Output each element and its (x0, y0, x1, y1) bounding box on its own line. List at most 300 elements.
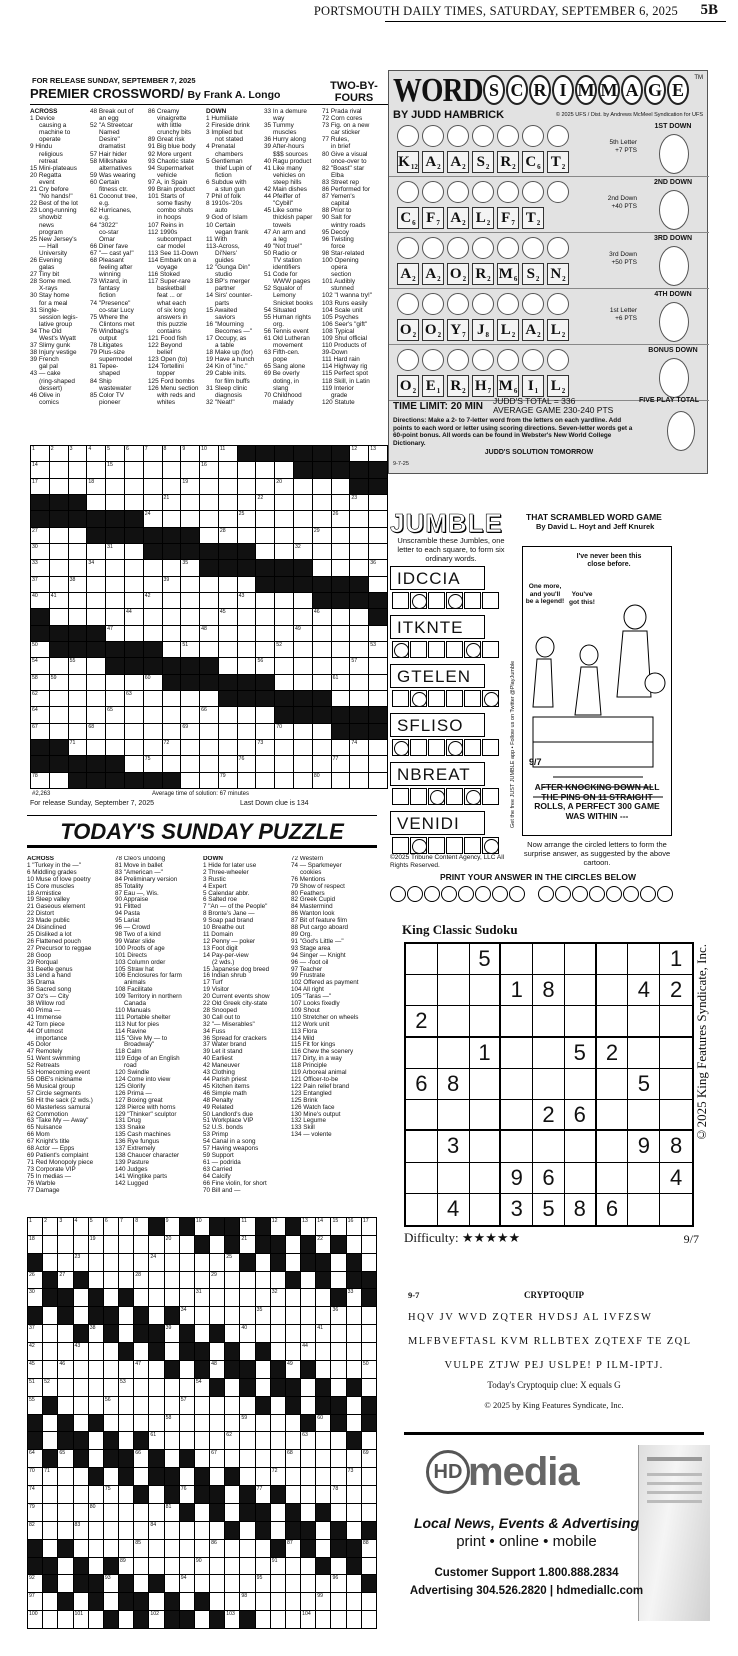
grid-cell[interactable] (238, 724, 256, 739)
grid-cell[interactable]: 41 (316, 1325, 330, 1342)
grid-cell[interactable] (362, 1307, 376, 1324)
grid-cell[interactable] (87, 462, 105, 477)
grid-cell[interactable] (294, 479, 312, 494)
grid-cell[interactable] (69, 707, 87, 722)
grid-cell[interactable]: 61 (149, 1432, 163, 1449)
grid-cell[interactable] (144, 462, 162, 477)
sudoku-cell[interactable] (565, 1163, 597, 1194)
grid-cell[interactable]: 30 (31, 544, 49, 559)
grid-cell[interactable] (256, 1361, 270, 1378)
grid-cell[interactable] (125, 740, 143, 755)
grid-cell[interactable] (104, 1361, 118, 1378)
grid-cell[interactable]: 40 (31, 593, 49, 608)
grid-cell[interactable] (219, 462, 237, 477)
grid-cell[interactable] (256, 1289, 270, 1306)
answer-circle[interactable] (422, 181, 444, 203)
grid-cell[interactable] (225, 1504, 239, 1521)
grid-cell[interactable] (58, 1504, 72, 1521)
grid-cell[interactable] (332, 626, 350, 641)
answer-circle[interactable] (522, 293, 544, 315)
grid-cell[interactable] (238, 740, 256, 755)
grid-cell[interactable]: 53 (369, 642, 387, 657)
grid-cell[interactable] (200, 495, 218, 510)
grid-cell[interactable] (89, 1343, 103, 1360)
grid-cell[interactable] (238, 495, 256, 510)
grid-cell[interactable] (240, 1432, 254, 1449)
sudoku-cell[interactable]: 5 (533, 1194, 565, 1225)
grid-cell[interactable] (74, 1415, 88, 1432)
grid-cell[interactable]: 21 (163, 495, 181, 510)
grid-cell[interactable] (350, 691, 368, 706)
grid-cell[interactable] (286, 1343, 300, 1360)
answer-circle[interactable] (397, 237, 419, 259)
grid-cell[interactable]: 92 (28, 1575, 42, 1592)
grid-cell[interactable]: 48 (210, 1361, 224, 1378)
grid-cell[interactable] (286, 1289, 300, 1306)
grid-cell[interactable] (125, 577, 143, 592)
sudoku-cell[interactable]: 4 (438, 1194, 470, 1225)
grid-cell[interactable] (87, 544, 105, 559)
grid-cell[interactable] (238, 528, 256, 543)
football-icon[interactable] (659, 246, 689, 286)
grid-cell[interactable]: 75 (104, 1486, 118, 1503)
sudoku-cell[interactable] (438, 1006, 470, 1037)
grid-cell[interactable] (369, 675, 387, 690)
grid-cell[interactable]: 90 (195, 1558, 209, 1575)
sudoku-cell[interactable]: 2 (533, 1100, 565, 1131)
answer-circle[interactable] (547, 293, 569, 315)
grid-cell[interactable]: 4 (74, 1218, 88, 1235)
grid-cell[interactable]: 87 (286, 1540, 300, 1557)
grid-cell[interactable]: 72 (163, 740, 181, 755)
grid-cell[interactable] (316, 1468, 330, 1485)
grid-cell[interactable] (43, 1522, 57, 1539)
grid-cell[interactable] (50, 528, 68, 543)
answer-circle[interactable] (472, 181, 494, 203)
grid-cell[interactable] (104, 1540, 118, 1557)
grid-cell[interactable] (362, 1432, 376, 1449)
grid-cell[interactable] (43, 1593, 57, 1610)
grid-cell[interactable] (240, 1343, 254, 1360)
grid-cell[interactable] (271, 1397, 285, 1414)
grid-cell[interactable] (106, 675, 124, 690)
grid-cell[interactable]: 39 (163, 577, 181, 592)
grid-cell[interactable]: 25 (225, 1254, 239, 1271)
grid-cell[interactable]: 59 (50, 675, 68, 690)
grid-cell[interactable]: 46 (313, 609, 331, 624)
grid-cell[interactable] (144, 609, 162, 624)
grid-cell[interactable] (104, 1379, 118, 1396)
grid-cell[interactable] (240, 1272, 254, 1289)
answer-circle[interactable] (606, 886, 622, 902)
grid-cell[interactable] (74, 1540, 88, 1557)
grid-cell[interactable] (350, 773, 368, 788)
grid-cell[interactable] (165, 1254, 179, 1271)
grid-cell[interactable] (180, 1254, 194, 1271)
grid-cell[interactable] (275, 609, 293, 624)
sudoku-cell[interactable] (660, 1038, 692, 1069)
grid-cell[interactable]: 42 (144, 593, 162, 608)
grid-cell[interactable] (301, 1486, 315, 1503)
grid-cell[interactable] (149, 1558, 163, 1575)
answer-circle[interactable] (572, 886, 588, 902)
grid-cell[interactable] (301, 1325, 315, 1342)
grid-cell[interactable] (149, 1379, 163, 1396)
grid-cell[interactable]: 78 (331, 1486, 345, 1503)
sudoku-cell[interactable]: 8 (438, 1069, 470, 1100)
grid-cell[interactable] (347, 1593, 361, 1610)
grid-cell[interactable]: 42 (28, 1343, 42, 1360)
grid-cell[interactable] (163, 642, 181, 657)
grid-cell[interactable] (104, 1522, 118, 1539)
grid-cell[interactable] (104, 1272, 118, 1289)
grid-cell[interactable] (69, 691, 87, 706)
football-icon[interactable] (659, 134, 689, 174)
grid-cell[interactable] (316, 1522, 330, 1539)
answer-circle[interactable] (497, 237, 519, 259)
answer-circle[interactable] (522, 349, 544, 371)
grid-cell[interactable] (256, 1415, 270, 1432)
grid-cell[interactable] (74, 1504, 88, 1521)
grid-cell[interactable]: 50 (31, 642, 49, 657)
grid-cell[interactable]: 31 (106, 544, 124, 559)
answer-circle[interactable] (547, 181, 569, 203)
grid-cell[interactable]: 32 (271, 1289, 285, 1306)
sudoku-cell[interactable] (628, 1038, 660, 1069)
grid-cell[interactable]: 102 (149, 1611, 163, 1628)
answer-circle[interactable] (640, 886, 656, 902)
grid-cell[interactable] (149, 1289, 163, 1306)
grid-cell[interactable] (149, 1236, 163, 1253)
grid-cell[interactable] (271, 1450, 285, 1467)
grid-cell[interactable] (149, 1272, 163, 1289)
grid-cell[interactable] (256, 724, 274, 739)
grid-cell[interactable] (256, 1272, 270, 1289)
grid-cell[interactable] (294, 511, 312, 526)
grid-cell[interactable] (219, 658, 237, 673)
jumble-letter-box[interactable] (482, 592, 499, 609)
grid-cell[interactable] (106, 495, 124, 510)
grid-cell[interactable] (332, 642, 350, 657)
grid-cell[interactable] (316, 1450, 330, 1467)
grid-cell[interactable]: 44 (125, 609, 143, 624)
sudoku-cell[interactable]: 8 (660, 1131, 692, 1162)
grid-cell[interactable] (106, 560, 124, 575)
grid-cell[interactable] (58, 1254, 72, 1271)
jumble-letter-box[interactable] (410, 788, 427, 805)
grid-cell[interactable] (180, 1540, 194, 1557)
grid-cell[interactable]: 17 (31, 479, 49, 494)
grid-cell[interactable] (106, 724, 124, 739)
grid-cell[interactable] (271, 1504, 285, 1521)
grid-cell[interactable]: 38 (89, 1325, 103, 1342)
grid-cell[interactable] (144, 560, 162, 575)
grid-cell[interactable] (332, 740, 350, 755)
grid-cell[interactable] (256, 773, 274, 788)
grid-cell[interactable] (210, 1236, 224, 1253)
answer-circle[interactable] (522, 237, 544, 259)
grid-cell[interactable] (58, 1486, 72, 1503)
grid-cell[interactable] (332, 528, 350, 543)
grid-cell[interactable] (347, 1307, 361, 1324)
grid-cell[interactable] (195, 1254, 209, 1271)
grid-cell[interactable] (200, 609, 218, 624)
grid-cell[interactable]: 76 (238, 756, 256, 771)
grid-cell[interactable] (106, 479, 124, 494)
sudoku-cell[interactable]: 6 (565, 1100, 597, 1131)
grid-cell[interactable]: 67 (210, 1450, 224, 1467)
grid-cell[interactable] (350, 544, 368, 559)
grid-cell[interactable] (163, 609, 181, 624)
sudoku-cell[interactable] (438, 1100, 470, 1131)
grid-cell[interactable] (219, 707, 237, 722)
grid-cell[interactable] (200, 724, 218, 739)
grid-cell[interactable] (163, 707, 181, 722)
grid-cell[interactable] (87, 740, 105, 755)
grid-cell[interactable] (347, 1325, 361, 1342)
jumble-letter-box[interactable] (410, 592, 427, 609)
grid-cell[interactable]: 50 (362, 1361, 376, 1378)
grid-cell[interactable] (43, 1540, 57, 1557)
answer-circle[interactable] (492, 886, 508, 902)
grid-cell[interactable] (58, 1522, 72, 1539)
grid-cell[interactable] (89, 1486, 103, 1503)
grid-cell[interactable] (200, 756, 218, 771)
grid-cell[interactable] (369, 658, 387, 673)
sudoku-cell[interactable] (565, 975, 597, 1006)
grid-cell[interactable] (89, 1379, 103, 1396)
grid-cell[interactable]: 99 (316, 1593, 330, 1610)
grid-cell[interactable] (119, 1397, 133, 1414)
grid-cell[interactable]: 9 (165, 1218, 179, 1235)
grid-cell[interactable] (301, 1593, 315, 1610)
grid-cell[interactable] (180, 1593, 194, 1610)
grid-cell[interactable] (362, 1236, 376, 1253)
grid-cell[interactable] (144, 707, 162, 722)
grid-cell[interactable]: 18 (28, 1236, 42, 1253)
answer-circle[interactable] (422, 293, 444, 315)
grid-cell[interactable] (163, 691, 181, 706)
grid-cell[interactable] (301, 1575, 315, 1592)
grid-cell[interactable] (238, 609, 256, 624)
grid-cell[interactable]: 27 (31, 528, 49, 543)
grid-cell[interactable] (165, 1343, 179, 1360)
grid-cell[interactable] (316, 1575, 330, 1592)
grid-cell[interactable]: 45 (219, 609, 237, 624)
grid-cell[interactable] (286, 1307, 300, 1324)
grid-cell[interactable] (181, 495, 199, 510)
jumble-letter-box[interactable] (392, 641, 409, 658)
grid-cell[interactable] (210, 1522, 224, 1539)
grid-cell[interactable] (200, 479, 218, 494)
grid-cell[interactable] (219, 626, 237, 641)
grid-cell[interactable]: 80 (89, 1504, 103, 1521)
grid-cell[interactable]: 67 (31, 724, 49, 739)
grid-cell[interactable] (256, 593, 274, 608)
answer-circle[interactable] (555, 886, 571, 902)
grid-cell[interactable] (50, 609, 68, 624)
grid-cell[interactable] (144, 740, 162, 755)
grid-cell[interactable] (210, 1254, 224, 1271)
grid-cell[interactable] (181, 707, 199, 722)
grid-cell[interactable] (331, 1254, 345, 1271)
grid-cell[interactable] (144, 479, 162, 494)
grid-cell[interactable] (240, 1307, 254, 1324)
grid-cell[interactable] (256, 1540, 270, 1557)
grid-cell[interactable]: 46 (58, 1361, 72, 1378)
grid-cell[interactable] (362, 1558, 376, 1575)
grid-cell[interactable] (275, 544, 293, 559)
grid-cell[interactable]: 34 (180, 1307, 194, 1324)
answer-circle[interactable] (422, 237, 444, 259)
grid-cell[interactable] (134, 1236, 148, 1253)
grid-cell[interactable] (294, 528, 312, 543)
grid-cell[interactable]: 29 (210, 1272, 224, 1289)
grid-cell[interactable] (125, 560, 143, 575)
grid-cell[interactable]: 29 (313, 528, 331, 543)
grid-cell[interactable] (313, 511, 331, 526)
grid-cell[interactable]: 47 (134, 1361, 148, 1378)
grid-cell[interactable]: 49 (294, 626, 312, 641)
grid-cell[interactable] (43, 1254, 57, 1271)
grid-cell[interactable]: 8 (163, 446, 181, 461)
grid-cell[interactable] (294, 495, 312, 510)
grid-cell[interactable] (87, 691, 105, 706)
grid-cell[interactable] (275, 528, 293, 543)
grid-cell[interactable] (225, 1325, 239, 1342)
grid-cell[interactable] (134, 1289, 148, 1306)
grid-cell[interactable]: 24 (149, 1254, 163, 1271)
grid-cell[interactable] (256, 626, 274, 641)
grid-cell[interactable] (87, 658, 105, 673)
grid-cell[interactable] (104, 1415, 118, 1432)
grid-cell[interactable] (369, 511, 387, 526)
grid-cell[interactable] (165, 1558, 179, 1575)
grid-cell[interactable]: 28 (134, 1272, 148, 1289)
grid-cell[interactable] (50, 691, 68, 706)
grid-cell[interactable] (331, 1558, 345, 1575)
sudoku-cell[interactable] (597, 1069, 629, 1100)
grid-cell[interactable] (50, 658, 68, 673)
grid-cell[interactable] (286, 1254, 300, 1271)
grid-cell[interactable] (256, 642, 274, 657)
grid-cell[interactable] (350, 626, 368, 641)
grid-cell[interactable] (195, 1307, 209, 1324)
grid-cell[interactable] (43, 1432, 57, 1449)
grid-cell[interactable] (195, 1432, 209, 1449)
grid-cell[interactable] (271, 1307, 285, 1324)
grid-cell[interactable] (89, 1611, 103, 1628)
answer-circle[interactable] (475, 886, 491, 902)
grid-cell[interactable]: 101 (74, 1611, 88, 1628)
answer-circle[interactable] (447, 181, 469, 203)
sudoku-cell[interactable] (628, 1194, 660, 1225)
grid-cell[interactable] (331, 1325, 345, 1342)
grid-cell[interactable] (316, 1611, 330, 1628)
grid-cell[interactable] (200, 593, 218, 608)
grid-cell[interactable] (163, 593, 181, 608)
grid-cell[interactable] (350, 528, 368, 543)
grid-cell[interactable] (347, 1361, 361, 1378)
answer-circle[interactable] (390, 886, 406, 902)
grid-cell[interactable] (104, 1254, 118, 1271)
grid-cell[interactable] (50, 560, 68, 575)
sudoku-cell[interactable] (628, 1100, 660, 1131)
grid-cell[interactable] (362, 1611, 376, 1628)
answer-circle[interactable] (397, 349, 419, 371)
jumble-letter-box[interactable] (482, 788, 499, 805)
grid-cell[interactable] (163, 626, 181, 641)
grid-cell[interactable] (125, 544, 143, 559)
grid-cell[interactable]: 2 (50, 446, 68, 461)
answer-circle[interactable] (397, 125, 419, 147)
grid-cell[interactable] (69, 479, 87, 494)
jumble-letter-box[interactable] (482, 641, 499, 658)
answer-circle[interactable] (422, 125, 444, 147)
grid-cell[interactable] (271, 1432, 285, 1449)
grid-cell[interactable] (181, 593, 199, 608)
grid-cell[interactable]: 14 (316, 1218, 330, 1235)
grid-cell[interactable] (74, 1397, 88, 1414)
grid-cell[interactable]: 1 (31, 446, 49, 461)
grid-cell[interactable]: 82 (28, 1522, 42, 1539)
grid-cell[interactable] (238, 642, 256, 657)
answer-circle[interactable] (547, 349, 569, 371)
ad-url[interactable]: hdmediallc.com (556, 1585, 644, 1597)
grid-cell[interactable]: 26 (332, 511, 350, 526)
grid-cell[interactable]: 68 (286, 1450, 300, 1467)
grid-cell[interactable] (256, 1450, 270, 1467)
answer-circle[interactable] (447, 237, 469, 259)
jumble-letter-box[interactable] (392, 739, 409, 756)
sudoku-cell[interactable] (470, 1100, 502, 1131)
grid-cell[interactable] (181, 462, 199, 477)
grid-cell[interactable]: 62 (31, 691, 49, 706)
sudoku-cell[interactable] (597, 1131, 629, 1162)
jumble-letter-box[interactable] (392, 837, 409, 854)
grid-cell[interactable] (286, 1593, 300, 1610)
grid-cell[interactable]: 22 (256, 495, 274, 510)
grid-cell[interactable] (181, 773, 199, 788)
grid-cell[interactable]: 13 (301, 1218, 315, 1235)
grid-cell[interactable] (332, 609, 350, 624)
grid-cell[interactable]: 43 (238, 593, 256, 608)
grid-cell[interactable] (181, 577, 199, 592)
grid-cell[interactable] (332, 560, 350, 575)
grid-cell[interactable] (58, 1575, 72, 1592)
sudoku-cell[interactable]: 9 (628, 1131, 660, 1162)
grid-cell[interactable]: 6 (125, 446, 143, 461)
grid-cell[interactable] (275, 511, 293, 526)
grid-cell[interactable] (369, 740, 387, 755)
jumble-letter-box[interactable] (446, 837, 463, 854)
grid-cell[interactable]: 39 (165, 1325, 179, 1342)
grid-cell[interactable] (104, 1289, 118, 1306)
grid-cell[interactable] (181, 756, 199, 771)
sudoku-cell[interactable] (501, 1069, 533, 1100)
grid-cell[interactable] (149, 1361, 163, 1378)
grid-cell[interactable] (313, 658, 331, 673)
grid-cell[interactable] (180, 1379, 194, 1396)
jumble-letter-box[interactable] (410, 837, 427, 854)
grid-cell[interactable]: 55 (28, 1397, 42, 1414)
grid-cell[interactable] (134, 1343, 148, 1360)
grid-cell[interactable] (165, 1575, 179, 1592)
sudoku-cell[interactable] (565, 1131, 597, 1162)
grid-cell[interactable] (240, 1397, 254, 1414)
sudoku-cell[interactable] (438, 1163, 470, 1194)
grid-cell[interactable] (195, 1397, 209, 1414)
